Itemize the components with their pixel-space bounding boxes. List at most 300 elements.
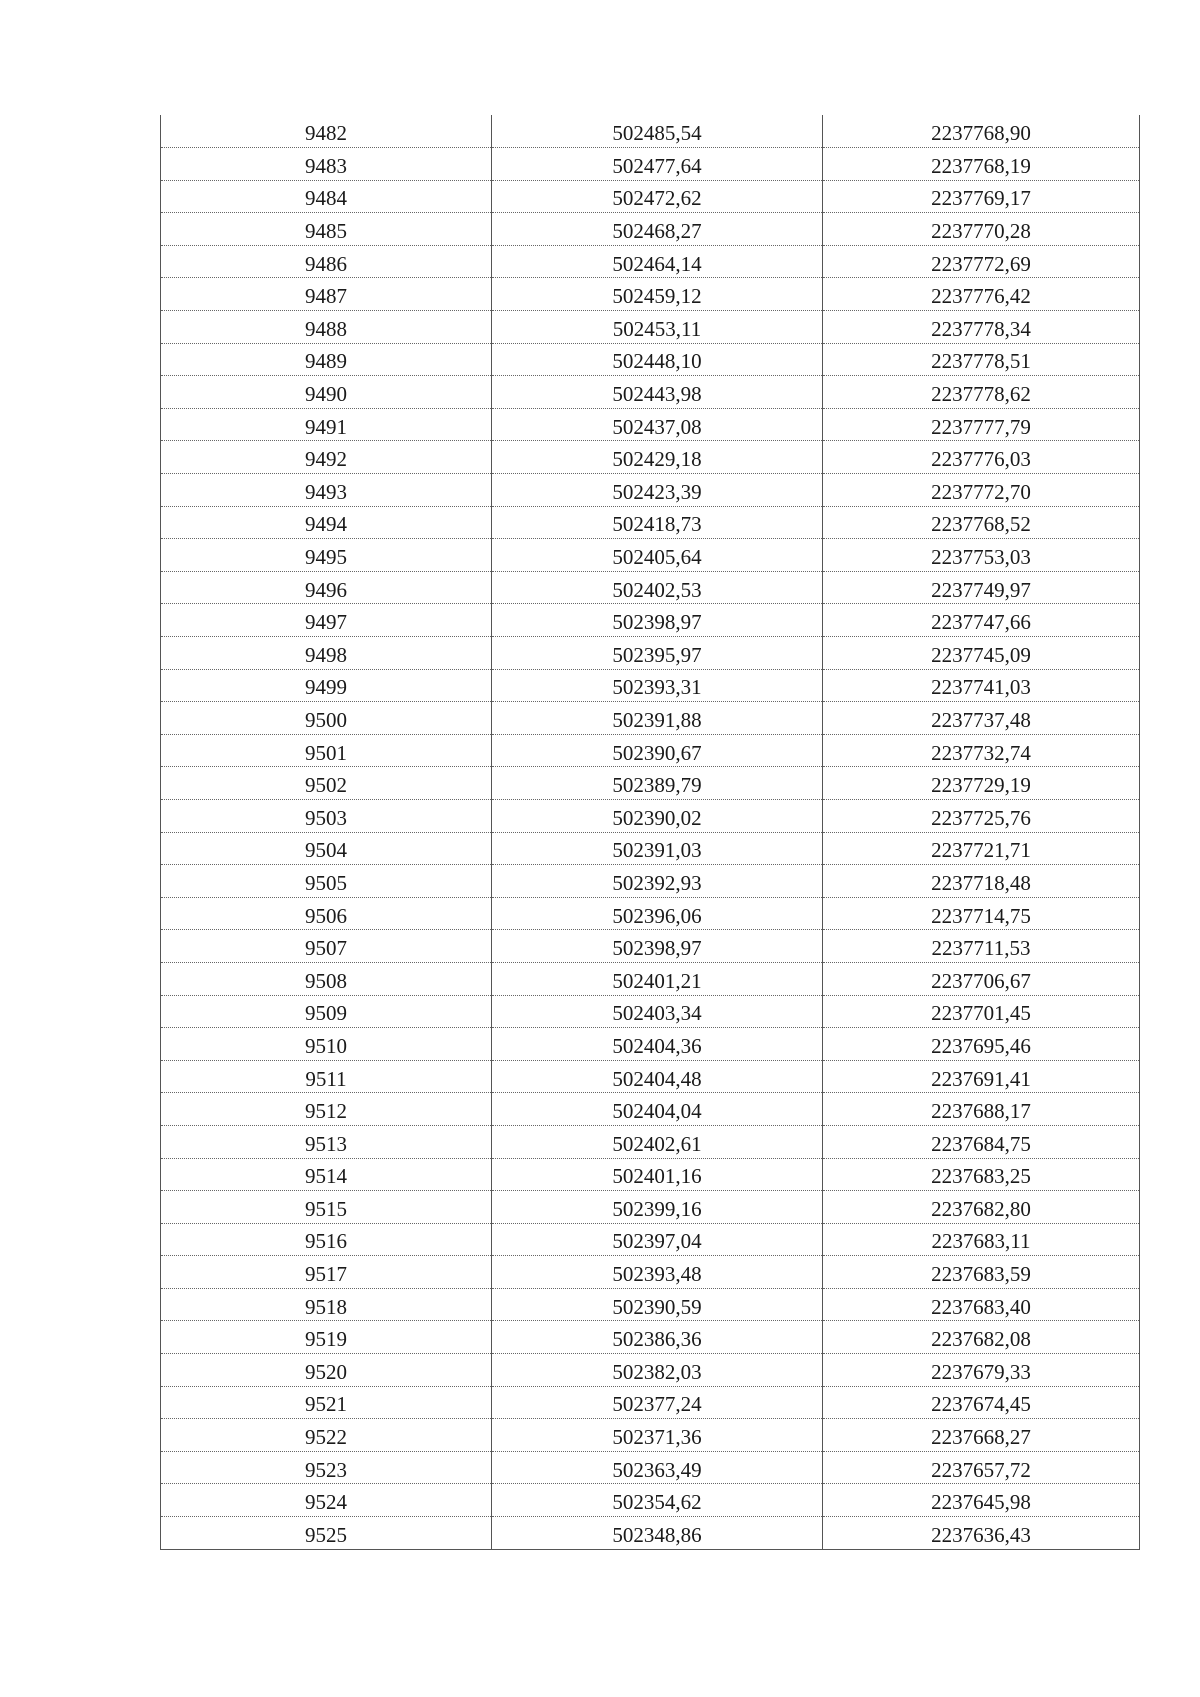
point-number-cell <box>161 1354 492 1387</box>
point-number-cell-text: 9509 <box>305 1001 347 1026</box>
point-number-cell <box>161 767 492 800</box>
y-coordinate-cell <box>823 1191 1140 1224</box>
y-coordinate-cell-text: 2237768,52 <box>931 512 1031 537</box>
y-coordinate-cell-text: 2237768,90 <box>931 121 1031 146</box>
point-number-cell <box>161 799 492 832</box>
table-row <box>161 1158 1140 1191</box>
y-coordinate-cell-text: 2237768,19 <box>931 153 1031 178</box>
table-row <box>161 213 1140 246</box>
point-number-cell <box>161 1256 492 1289</box>
y-coordinate-cell-text: 2237657,72 <box>931 1457 1031 1482</box>
point-number-cell <box>161 343 492 376</box>
y-coordinate-cell <box>823 1125 1140 1158</box>
table-row <box>161 1256 1140 1289</box>
table-row <box>161 832 1140 865</box>
x-coordinate-cell <box>492 278 823 311</box>
point-number-cell <box>161 474 492 507</box>
y-coordinate-cell <box>823 1517 1140 1550</box>
x-coordinate-cell-text: 502393,31 <box>612 675 702 700</box>
x-coordinate-cell-text: 502389,79 <box>612 773 702 798</box>
x-coordinate-cell-text: 502404,36 <box>612 1033 702 1058</box>
y-coordinate-cell <box>823 311 1140 344</box>
x-coordinate-cell-text: 502382,03 <box>612 1359 702 1384</box>
table-row <box>161 930 1140 963</box>
x-coordinate-cell <box>492 213 823 246</box>
x-coordinate-cell-text: 502418,73 <box>612 512 702 537</box>
table-row <box>161 474 1140 507</box>
x-coordinate-cell <box>492 1223 823 1256</box>
point-number-cell <box>161 278 492 311</box>
y-coordinate-cell <box>823 1321 1140 1354</box>
x-coordinate-cell <box>492 1517 823 1550</box>
point-number-cell <box>161 1125 492 1158</box>
x-coordinate-cell <box>492 1125 823 1158</box>
point-number-cell-text: 9491 <box>305 414 347 439</box>
x-coordinate-cell <box>492 571 823 604</box>
y-coordinate-cell-text: 2237691,41 <box>931 1066 1031 1091</box>
point-number-cell <box>161 832 492 865</box>
table-row <box>161 604 1140 637</box>
x-coordinate-cell <box>492 799 823 832</box>
point-number-cell <box>161 1158 492 1191</box>
point-number-cell-text: 9508 <box>305 968 347 993</box>
point-number-cell-text: 9499 <box>305 675 347 700</box>
x-coordinate-cell <box>492 1028 823 1061</box>
x-coordinate-cell-text: 502443,98 <box>612 382 702 407</box>
x-coordinate-cell-text: 502363,49 <box>612 1457 702 1482</box>
point-number-cell <box>161 897 492 930</box>
table-row <box>161 1386 1140 1419</box>
point-number-cell-text: 9505 <box>305 870 347 895</box>
point-number-cell <box>161 734 492 767</box>
point-number-cell-text: 9500 <box>305 707 347 732</box>
x-coordinate-cell-text: 502401,21 <box>612 968 702 993</box>
x-coordinate-cell <box>492 1451 823 1484</box>
table-row <box>161 506 1140 539</box>
table-row <box>161 180 1140 213</box>
y-coordinate-cell <box>823 1158 1140 1191</box>
y-coordinate-cell-text: 2237749,97 <box>931 577 1031 602</box>
point-number-cell <box>161 637 492 670</box>
x-coordinate-cell-text: 502390,67 <box>612 740 702 765</box>
y-coordinate-cell <box>823 148 1140 181</box>
x-coordinate-cell-text: 502477,64 <box>612 153 702 178</box>
x-coordinate-cell <box>492 1484 823 1517</box>
x-coordinate-cell-text: 502392,93 <box>612 870 702 895</box>
point-number-cell <box>161 702 492 735</box>
x-coordinate-cell-text: 502448,10 <box>612 349 702 374</box>
x-coordinate-cell <box>492 1060 823 1093</box>
table-row <box>161 897 1140 930</box>
point-number-cell-text: 9507 <box>305 936 347 961</box>
point-number-cell <box>161 930 492 963</box>
x-coordinate-cell <box>492 506 823 539</box>
table-row <box>161 702 1140 735</box>
x-coordinate-cell-text: 502354,62 <box>612 1490 702 1515</box>
y-coordinate-cell <box>823 245 1140 278</box>
x-coordinate-cell-text: 502472,62 <box>612 186 702 211</box>
y-coordinate-cell <box>823 1060 1140 1093</box>
x-coordinate-cell <box>492 343 823 376</box>
table-row <box>161 376 1140 409</box>
table-row <box>161 148 1140 181</box>
y-coordinate-cell-text: 2237745,09 <box>931 642 1031 667</box>
y-coordinate-cell-text: 2237778,51 <box>931 349 1031 374</box>
point-number-cell-text: 9518 <box>305 1294 347 1319</box>
x-coordinate-cell <box>492 637 823 670</box>
point-number-cell <box>161 604 492 637</box>
x-coordinate-cell-text: 502437,08 <box>612 414 702 439</box>
x-coordinate-cell <box>492 930 823 963</box>
point-number-cell <box>161 148 492 181</box>
x-coordinate-cell <box>492 376 823 409</box>
y-coordinate-cell <box>823 1028 1140 1061</box>
point-number-cell-text: 9519 <box>305 1327 347 1352</box>
table-row <box>161 1354 1140 1387</box>
y-coordinate-cell <box>823 637 1140 670</box>
y-coordinate-cell-text: 2237772,69 <box>931 251 1031 276</box>
point-number-cell <box>161 1517 492 1550</box>
y-coordinate-cell-text: 2237688,17 <box>931 1099 1031 1124</box>
x-coordinate-cell <box>492 1419 823 1452</box>
x-coordinate-cell <box>492 539 823 572</box>
point-number-cell <box>161 539 492 572</box>
point-number-cell <box>161 1028 492 1061</box>
x-coordinate-cell-text: 502398,97 <box>612 936 702 961</box>
x-coordinate-cell <box>492 1354 823 1387</box>
x-coordinate-cell-text: 502403,34 <box>612 1001 702 1026</box>
y-coordinate-cell-text: 2237729,19 <box>931 773 1031 798</box>
table-row <box>161 441 1140 474</box>
table-row <box>161 343 1140 376</box>
point-number-cell-text: 9486 <box>305 251 347 276</box>
x-coordinate-cell-text: 502405,64 <box>612 545 702 570</box>
table-row <box>161 799 1140 832</box>
x-coordinate-cell <box>492 1158 823 1191</box>
point-number-cell-text: 9496 <box>305 577 347 602</box>
x-coordinate-cell-text: 502395,97 <box>612 642 702 667</box>
x-coordinate-cell <box>492 245 823 278</box>
point-number-cell-text: 9498 <box>305 642 347 667</box>
point-number-cell-text: 9515 <box>305 1196 347 1221</box>
point-number-cell-text: 9501 <box>305 740 347 765</box>
y-coordinate-cell <box>823 278 1140 311</box>
x-coordinate-cell-text: 502459,12 <box>612 284 702 309</box>
point-number-cell <box>161 571 492 604</box>
y-coordinate-cell <box>823 669 1140 702</box>
point-number-cell <box>161 1386 492 1419</box>
x-coordinate-cell-text: 502399,16 <box>612 1196 702 1221</box>
point-number-cell-text: 9517 <box>305 1262 347 1287</box>
y-coordinate-cell <box>823 962 1140 995</box>
table-row <box>161 1125 1140 1158</box>
y-coordinate-cell-text: 2237777,79 <box>931 414 1031 439</box>
table-row <box>161 1191 1140 1224</box>
point-number-cell-text: 9524 <box>305 1490 347 1515</box>
y-coordinate-cell <box>823 539 1140 572</box>
y-coordinate-cell-text: 2237769,17 <box>931 186 1031 211</box>
x-coordinate-cell-text: 502429,18 <box>612 447 702 472</box>
point-number-cell <box>161 180 492 213</box>
table-row <box>161 669 1140 702</box>
point-number-cell <box>161 1060 492 1093</box>
y-coordinate-cell-text: 2237668,27 <box>931 1425 1031 1450</box>
x-coordinate-cell <box>492 1386 823 1419</box>
point-number-cell <box>161 1484 492 1517</box>
table-row <box>161 278 1140 311</box>
y-coordinate-cell <box>823 115 1140 148</box>
x-coordinate-cell <box>492 148 823 181</box>
y-coordinate-cell-text: 2237776,42 <box>931 284 1031 309</box>
point-number-cell-text: 9483 <box>305 153 347 178</box>
x-coordinate-cell <box>492 767 823 800</box>
x-coordinate-cell-text: 502386,36 <box>612 1327 702 1352</box>
point-number-cell <box>161 1321 492 1354</box>
y-coordinate-cell <box>823 1093 1140 1126</box>
table-row <box>161 1093 1140 1126</box>
y-coordinate-cell <box>823 897 1140 930</box>
point-number-cell-text: 9512 <box>305 1099 347 1124</box>
y-coordinate-cell-text: 2237778,62 <box>931 382 1031 407</box>
table-row <box>161 1028 1140 1061</box>
y-coordinate-cell-text: 2237741,03 <box>931 675 1031 700</box>
point-number-cell-text: 9493 <box>305 479 347 504</box>
point-number-cell <box>161 506 492 539</box>
y-coordinate-cell <box>823 865 1140 898</box>
point-number-cell-text: 9503 <box>305 805 347 830</box>
x-coordinate-cell <box>492 408 823 441</box>
x-coordinate-cell-text: 502404,04 <box>612 1099 702 1124</box>
x-coordinate-cell <box>492 115 823 148</box>
x-coordinate-cell <box>492 311 823 344</box>
y-coordinate-cell-text: 2237684,75 <box>931 1131 1031 1156</box>
y-coordinate-cell-text: 2237706,67 <box>931 968 1031 993</box>
x-coordinate-cell <box>492 1321 823 1354</box>
y-coordinate-cell-text: 2237683,25 <box>931 1164 1031 1189</box>
y-coordinate-cell-text: 2237682,80 <box>931 1196 1031 1221</box>
x-coordinate-cell-text: 502396,06 <box>612 903 702 928</box>
y-coordinate-cell <box>823 180 1140 213</box>
point-number-cell <box>161 1451 492 1484</box>
x-coordinate-cell <box>492 734 823 767</box>
point-number-cell <box>161 1223 492 1256</box>
point-number-cell-text: 9488 <box>305 316 347 341</box>
x-coordinate-cell <box>492 604 823 637</box>
y-coordinate-cell-text: 2237683,40 <box>931 1294 1031 1319</box>
x-coordinate-cell-text: 502402,61 <box>612 1131 702 1156</box>
y-coordinate-cell <box>823 767 1140 800</box>
point-number-cell-text: 9497 <box>305 610 347 635</box>
table-row <box>161 995 1140 1028</box>
table-row <box>161 539 1140 572</box>
point-number-cell-text: 9514 <box>305 1164 347 1189</box>
table-row <box>161 1517 1140 1550</box>
x-coordinate-cell-text: 502390,02 <box>612 805 702 830</box>
y-coordinate-cell <box>823 930 1140 963</box>
y-coordinate-cell-text: 2237718,48 <box>931 870 1031 895</box>
y-coordinate-cell <box>823 1451 1140 1484</box>
x-coordinate-cell <box>492 669 823 702</box>
x-coordinate-cell <box>492 1191 823 1224</box>
table-row <box>161 408 1140 441</box>
point-number-cell <box>161 995 492 1028</box>
y-coordinate-cell <box>823 702 1140 735</box>
point-number-cell-text: 9492 <box>305 447 347 472</box>
y-coordinate-cell <box>823 995 1140 1028</box>
y-coordinate-cell-text: 2237683,11 <box>931 1229 1031 1254</box>
point-number-cell-text: 9511 <box>305 1066 347 1091</box>
x-coordinate-cell-text: 502391,88 <box>612 707 702 732</box>
y-coordinate-cell-text: 2237737,48 <box>931 707 1031 732</box>
table-row <box>161 1288 1140 1321</box>
coordinates-table <box>160 115 1140 1550</box>
x-coordinate-cell-text: 502398,97 <box>612 610 702 635</box>
y-coordinate-cell-text: 2237747,66 <box>931 610 1031 635</box>
x-coordinate-cell-text: 502401,16 <box>612 1164 702 1189</box>
y-coordinate-cell-text: 2237721,71 <box>931 838 1031 863</box>
x-coordinate-cell-text: 502464,14 <box>612 251 702 276</box>
y-coordinate-cell-text: 2237636,43 <box>931 1522 1031 1547</box>
y-coordinate-cell <box>823 1256 1140 1289</box>
table-row <box>161 865 1140 898</box>
x-coordinate-cell <box>492 1288 823 1321</box>
coordinates-table-body <box>161 115 1140 1549</box>
x-coordinate-cell <box>492 832 823 865</box>
point-number-cell-text: 9520 <box>305 1359 347 1384</box>
table-row <box>161 1321 1140 1354</box>
y-coordinate-cell-text: 2237695,46 <box>931 1033 1031 1058</box>
y-coordinate-cell-text: 2237753,03 <box>931 545 1031 570</box>
x-coordinate-cell <box>492 995 823 1028</box>
y-coordinate-cell-text: 2237711,53 <box>931 936 1031 961</box>
y-coordinate-cell <box>823 506 1140 539</box>
point-number-cell-text: 9513 <box>305 1131 347 1156</box>
y-coordinate-cell-text: 2237682,08 <box>931 1327 1031 1352</box>
point-number-cell <box>161 1093 492 1126</box>
y-coordinate-cell-text: 2237645,98 <box>931 1490 1031 1515</box>
point-number-cell <box>161 1191 492 1224</box>
point-number-cell-text: 9510 <box>305 1033 347 1058</box>
point-number-cell-text: 9525 <box>305 1522 347 1547</box>
point-number-cell <box>161 1288 492 1321</box>
table-row <box>161 1419 1140 1452</box>
y-coordinate-cell-text: 2237776,03 <box>931 447 1031 472</box>
point-number-cell <box>161 962 492 995</box>
x-coordinate-cell-text: 502397,04 <box>612 1229 702 1254</box>
point-number-cell-text: 9482 <box>305 121 347 146</box>
x-coordinate-cell-text: 502391,03 <box>612 838 702 863</box>
point-number-cell <box>161 245 492 278</box>
point-number-cell-text: 9485 <box>305 219 347 244</box>
table-row <box>161 1484 1140 1517</box>
y-coordinate-cell <box>823 1288 1140 1321</box>
table-row <box>161 767 1140 800</box>
point-number-cell-text: 9495 <box>305 545 347 570</box>
y-coordinate-cell <box>823 799 1140 832</box>
table-row <box>161 311 1140 344</box>
x-coordinate-cell <box>492 1256 823 1289</box>
y-coordinate-cell-text: 2237772,70 <box>931 479 1031 504</box>
point-number-cell-text: 9516 <box>305 1229 347 1254</box>
y-coordinate-cell-text: 2237679,33 <box>931 1359 1031 1384</box>
x-coordinate-cell-text: 502453,11 <box>612 316 702 341</box>
table-row <box>161 1060 1140 1093</box>
point-number-cell-text: 9490 <box>305 382 347 407</box>
point-number-cell-text: 9521 <box>305 1392 347 1417</box>
x-coordinate-cell <box>492 1093 823 1126</box>
y-coordinate-cell <box>823 376 1140 409</box>
point-number-cell-text: 9502 <box>305 773 347 798</box>
x-coordinate-cell-text: 502377,24 <box>612 1392 702 1417</box>
y-coordinate-cell-text: 2237683,59 <box>931 1262 1031 1287</box>
x-coordinate-cell-text: 502348,86 <box>612 1522 702 1547</box>
point-number-cell <box>161 865 492 898</box>
point-number-cell <box>161 441 492 474</box>
y-coordinate-cell <box>823 1354 1140 1387</box>
x-coordinate-cell-text: 502390,59 <box>612 1294 702 1319</box>
x-coordinate-cell-text: 502371,36 <box>612 1425 702 1450</box>
point-number-cell-text: 9487 <box>305 284 347 309</box>
table-row <box>161 115 1140 148</box>
y-coordinate-cell <box>823 571 1140 604</box>
table-row <box>161 1451 1140 1484</box>
table-row <box>161 734 1140 767</box>
x-coordinate-cell <box>492 897 823 930</box>
y-coordinate-cell-text: 2237701,45 <box>931 1001 1031 1026</box>
table-row <box>161 637 1140 670</box>
y-coordinate-cell <box>823 734 1140 767</box>
point-number-cell-text: 9504 <box>305 838 347 863</box>
y-coordinate-cell <box>823 1386 1140 1419</box>
point-number-cell-text: 9523 <box>305 1457 347 1482</box>
y-coordinate-cell <box>823 604 1140 637</box>
point-number-cell <box>161 213 492 246</box>
point-number-cell <box>161 408 492 441</box>
point-number-cell <box>161 669 492 702</box>
point-number-cell-text: 9484 <box>305 186 347 211</box>
x-coordinate-cell <box>492 865 823 898</box>
y-coordinate-cell <box>823 1419 1140 1452</box>
y-coordinate-cell-text: 2237674,45 <box>931 1392 1031 1417</box>
y-coordinate-cell-text: 2237725,76 <box>931 805 1031 830</box>
point-number-cell-text: 9494 <box>305 512 347 537</box>
x-coordinate-cell-text: 502423,39 <box>612 479 702 504</box>
y-coordinate-cell <box>823 832 1140 865</box>
x-coordinate-cell-text: 502485,54 <box>612 121 702 146</box>
x-coordinate-cell-text: 502393,48 <box>612 1262 702 1287</box>
x-coordinate-cell <box>492 441 823 474</box>
table-row <box>161 245 1140 278</box>
y-coordinate-cell-text: 2237714,75 <box>931 903 1031 928</box>
y-coordinate-cell <box>823 408 1140 441</box>
y-coordinate-cell <box>823 474 1140 507</box>
y-coordinate-cell-text: 2237732,74 <box>931 740 1031 765</box>
y-coordinate-cell-text: 2237770,28 <box>931 219 1031 244</box>
point-number-cell-text: 9506 <box>305 903 347 928</box>
x-coordinate-cell <box>492 474 823 507</box>
point-number-cell <box>161 376 492 409</box>
x-coordinate-cell <box>492 962 823 995</box>
y-coordinate-cell <box>823 213 1140 246</box>
y-coordinate-cell <box>823 1223 1140 1256</box>
point-number-cell <box>161 115 492 148</box>
y-coordinate-cell <box>823 343 1140 376</box>
table-row <box>161 962 1140 995</box>
point-number-cell <box>161 311 492 344</box>
y-coordinate-cell <box>823 1484 1140 1517</box>
x-coordinate-cell <box>492 180 823 213</box>
table-row <box>161 1223 1140 1256</box>
